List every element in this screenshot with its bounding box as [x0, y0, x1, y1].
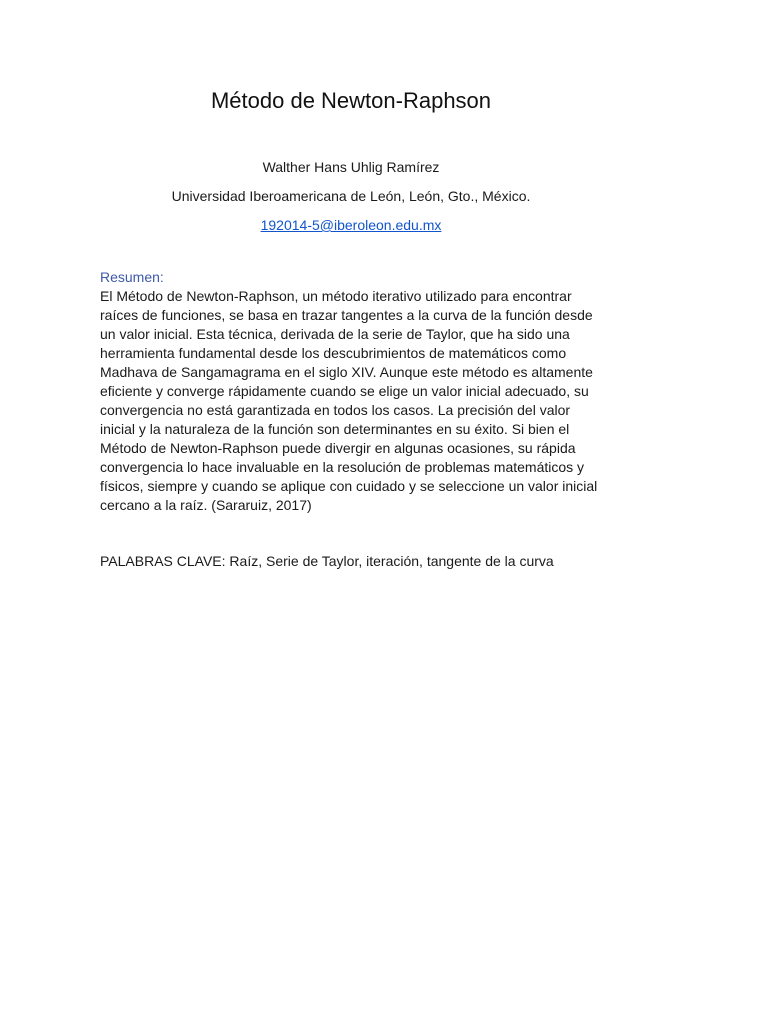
author-email-line	[100, 211, 602, 240]
abstract-label: Resumen:	[100, 269, 164, 285]
author-email-link[interactable]: 192014-5@iberoleon.edu.mx	[260, 217, 442, 233]
author-block	[100, 153, 602, 240]
author-affiliation: Universidad Iberoamericana de León, León, Gto., México.	[171, 188, 531, 204]
page-title: Método de Newton-Raphson	[210, 88, 492, 113]
abstract-body: El Método de Newton-Raphson, un método iterativo utilizado para encontrar raíces de funciones, se basa en trazar tangentes a la curva de la función desde un valor inicial. Esta técnica, derivada de la serie de Taylor, que ha sido una herramienta fundamental desde los descubrimientos de matemáticos como Madhava de Sangamagrama en el siglo XIV. Aunque este método es altamente eficiente y converge rápidamente cuando se elige un valor inicial adecuado, su convergencia no está garantizada en todos los casos. La precisión del valor inicial y la naturaleza de la función son determinantes en su éxito. Si bien el Método de Newton-Raphson puede divergir en algunas ocasiones, su rápida convergencia lo hace invaluable en la resolución de problemas matemáticos y físicos, siempre y cuando se aplique con cuidado y se seleccione un valor inicial cercano a la raíz. (Sararuiz, 2017)	[100, 288, 598, 513]
author-name: Walther Hans Uhlig Ramírez	[262, 159, 440, 175]
keywords-line: PALABRAS CLAVE: Raíz, Serie de Taylor, iteración, tangente de la curva	[100, 553, 554, 569]
